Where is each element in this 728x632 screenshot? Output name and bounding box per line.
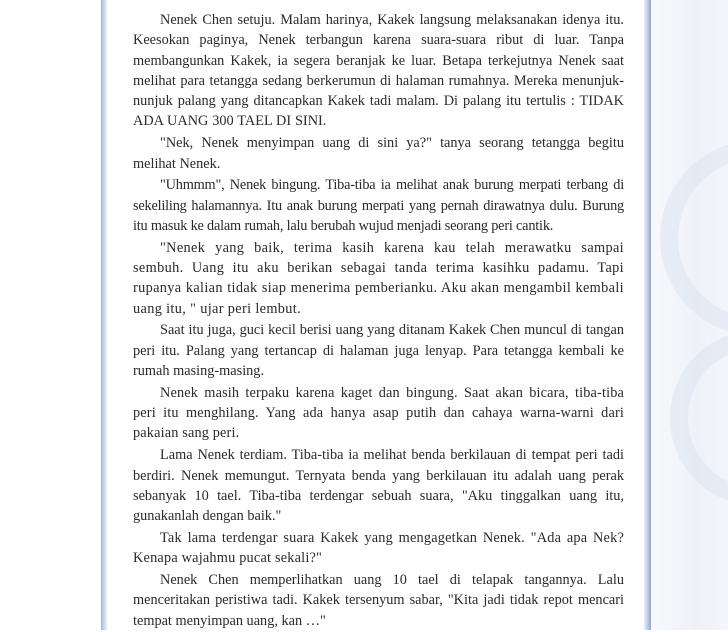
paragraph: "Uhmmm", Nenek bingung. Tiba-tiba ia melihat anak burung merpati terbang di sekeliling halamannya. Itu anak burung merpati yang pernah dirawatnya dulu. Burung itu masuk ke dalam rumah, lalu berubah wujud menjadi seorang peri cantik.	[133, 177, 624, 234]
page-frame-right-border	[644, 0, 651, 630]
paragraph: Nenek Chen setuju. Malam harinya, Kakek langsung melaksanakan idenya itu. Keesokan paginya, Nenek terbangun karena suara-suara ribut di luar. Tanpa membangunkan Kakek, ia segera beranjak ke luar. Betapa terkejutnya Nenek saat melihat para tetangga sedang berkerumun di halaman rumahnya. Mereka menunjuk-nunjuk palang yang ditancapkan Kakek tadi malam. Di palang itu tertulis : TIDAK ADA UANG 300 TAEL DI SINI.	[133, 12, 624, 130]
paragraph: Saat itu juga, guci kecil berisi uang yang ditanam Kakek Chen muncul di tangan peri itu. Palang yang tertancap di halaman juga lenyap. Para tetangga kembali ke rumah masing-masing.	[133, 322, 624, 380]
paragraph: Lama Nenek terdiam. Tiba-tiba ia melihat benda berkilauan di tempat peri tadi berdiri. Nenek memungut. Ternyata benda yang berkilauan itu adalah uang perak sebanyak 10 tael. Tiba-tiba terdengar sebuah suara, "Aku tinggalkan uang itu, gunakanlah dengan baik."	[133, 447, 624, 525]
decorative-swoosh	[670, 330, 728, 506]
paragraph: Nenek Chen memperlihatkan uang 10 tael di telapak tangannya. Lalu menceritakan peristiwa tadi. Kakek tersenyum sabar, "Kita jadi tidak repot mencari tempat menyimpan uang, kan …"	[133, 572, 624, 629]
decorative-swoosh	[660, 140, 728, 336]
left-margin	[0, 0, 101, 630]
paragraph: "Nenek yang baik, terima kasih karena kau telah merawatku sampai sembuh. Uang itu aku berikan sebagai tanda terima kasihku padamu. Tapi rupanya kalian tidak siap menerima pemberianku. Aku akan mengambil kembali uang itu, " ujar peri lembut.	[133, 239, 624, 317]
book-page	[107, 0, 644, 630]
right-margin-decoration	[650, 0, 728, 630]
story-text	[133, 10, 624, 632]
paragraph: Nenek masih terpaku karena kaget dan bingung. Saat akan bicara, tiba-tiba peri itu menghilang. Yang ada hanya asap putih dan cahaya warna-warni dari pakaian sang peri.	[133, 384, 624, 442]
paragraph: Tak lama terdengar suara Kakek yang mengagetkan Nenek. "Ada apa Nek? Kenapa wajahmu pucat sekali?"	[133, 529, 624, 567]
paragraph: "Nek, Nenek menyimpan uang di sini ya?" tanya seorang tetangga begitu melihat Nenek.	[133, 135, 624, 172]
